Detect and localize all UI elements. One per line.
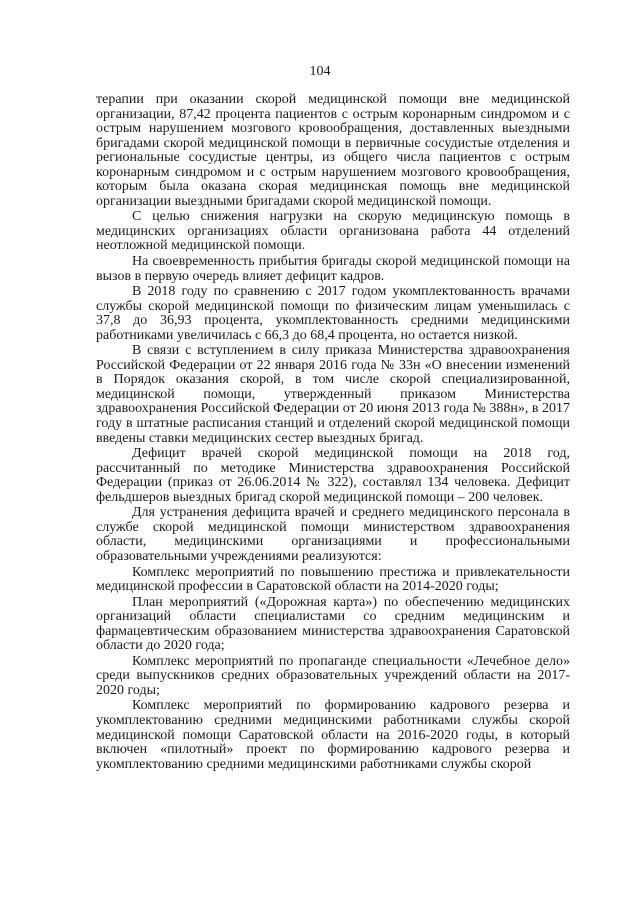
page-number: 104 (309, 64, 331, 79)
paragraph-ambulance-load: С целью снижения нагрузки на скорую медицинскую помощь в медицинских организациях области организована работа 44 отделений неотложной медицинской помощи. (96, 209, 570, 254)
list-item-roadmap: План мероприятий («Дорожная карта») по обеспечению медицинских организаций области специалистами со средним медицинским и фармацевтическим образованием министерства здравоохранения Саратовской области до 2020 года; (96, 594, 570, 654)
paragraph-deficit-figures: Дефицит врачей скорой медицинской помощи на 2018 год, рассчитанный по методике Министерства здравоохранения Российской Федерации (приказ от 26.06.2014 № 322), составлял 134 человека. Дефицит фельдшеров выездных бригад скорой медицинской помощи – 200 человек. (96, 446, 570, 505)
body-text (96, 93, 570, 773)
paragraph-ministry-order: В связи с вступлением в силу приказа Министерства здравоохранения Российской Федерации от 22 января 2016 года № 33н «О внесении изменений в Порядок оказания скорой, в том числе скорой специализированной, медицинской помощи, утвержденный приказом Министерства здравоохранения Российской Федерации от 20 июня 2013 года № 388н», в 2017 году в штатные расписания станций и отделений скорой медицинской помощи введены ставки медицинских сестер выездных бригад. (96, 343, 570, 446)
paragraph-staff-shortage: На своевременность прибытия бригады скорой медицинской помощи на вызов в первую очередь влияет дефицит кадров. (96, 254, 570, 284)
paragraph-staffing-levels: В 2018 году по сравнению с 2017 годом укомплектованность врачами службы скорой медицинской помощи по физическим лицам уменьшилась с 37,8 до 36,93 процента, укомплектованность средними медицинскими работниками увеличилась с 66,3 до 68,4 процента, но остается низкой. (96, 284, 570, 343)
paragraph-continuation: терапии при оказании скорой медицинской помощи вне медицинской организации, 87,42 процента пациентов с острым коронарным синдромом и с острым нарушением мозгового кровообращения, доставленных выездными бригадами скорой медицинской помощи в первичные сосудистые отделения и региональные сосудистые центры, из общего числа пациентов с острым коронарным синдромом и с острым нарушением мозгового кровообращения, которым была оказана скорая медицинская помощь вне медицинской организации выездными бригадами скорой медицинской помощи. (96, 92, 570, 209)
paragraph-measures-intro: Для устранения дефицита врачей и среднего медицинского персонала в службе скорой медицинской помощи министерством здравоохранения области, медицинскими организациями и профессиональными образовательными учреждениями реализуются: (96, 505, 570, 564)
list-item-specialty-promotion: Комплекс мероприятий по пропаганде специальности «Лечебное дело» среди выпускников средних образовательных учреждений области на 2017-2020 годы; (96, 653, 570, 698)
list-item-prestige-program: Комплекс мероприятий по повышению престижа и привлекательности медицинской профессии в Саратовской области на 2014-2020 годы; (96, 564, 570, 595)
list-item-personnel-reserve: Комплекс мероприятий по формированию кадрового резерва и укомплектованию средними медицинскими работниками службы скорой медицинской помощи Саратовской области на 2016-2020 годы, в который включен «пилотный» проект по формированию кадрового резерва и укомплектованию средними медицинскими работниками службы скорой (96, 698, 570, 772)
